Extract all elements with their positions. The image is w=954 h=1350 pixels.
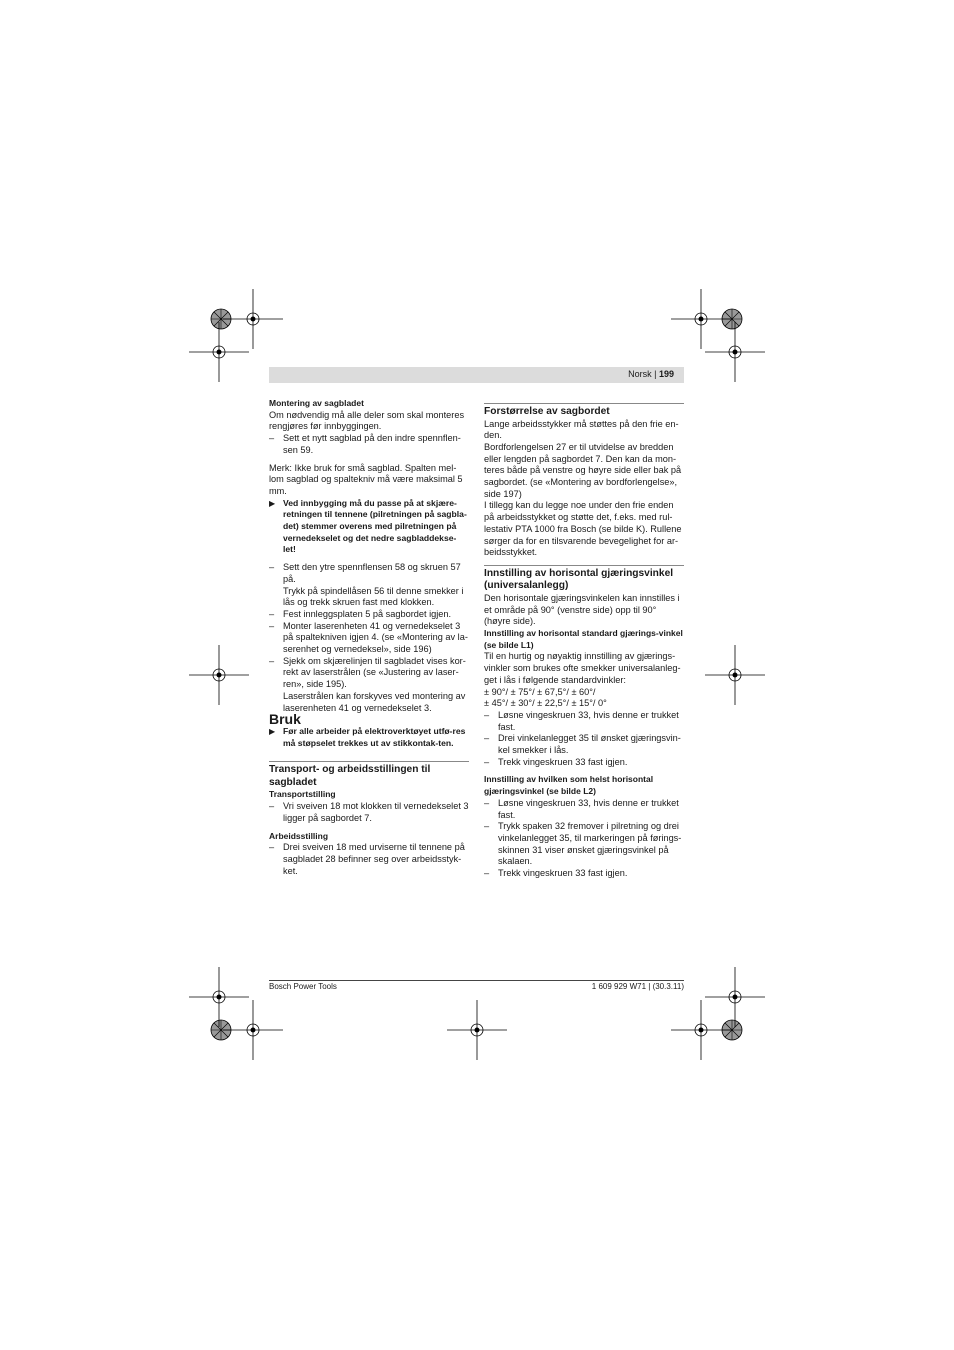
section-heading-bruk: Bruk [269, 711, 301, 728]
crosshair-icon [223, 1000, 283, 1060]
dash-marker: – [484, 756, 490, 767]
dash-marker: – [484, 733, 490, 744]
paragraph: Den horisontale gjæringsvinkelen kan innstilles i et område på 90° (venstre side) opp til 90° (høyre side). [484, 592, 680, 627]
dash-marker: – [269, 562, 275, 573]
dash-marker: – [269, 655, 275, 666]
crosshair-icon [705, 967, 765, 1027]
list-item-text: Trekk vingeskruen 33 fast igjen. [498, 756, 628, 767]
paragraph: Bordforlengelsen 27 er til utvidelse av bredden eller lengden på sagbordet 7. Den kan da mon-teres både på venstre og høyre side eller bak på sagbordet. (se «Montering av bordforlengelse», side 197) [484, 441, 682, 499]
crosshair-icon [671, 289, 731, 349]
paragraph: Til en hurtig og nøyaktig innstilling av gjærings-vinkler som brukes ofte smekker universalanleg-get i lås i følgende standardvinkler: [484, 651, 681, 685]
list-item [269, 609, 469, 621]
page-number: 199 [658, 369, 674, 379]
list-item-text: Sett den ytre spennflensen 58 og skruen 57 på. [283, 562, 461, 584]
page-header [269, 367, 684, 383]
dash-marker: – [484, 821, 490, 832]
list-item [484, 798, 684, 821]
dash-marker: – [484, 797, 490, 808]
list-item [269, 656, 469, 691]
list-item [269, 621, 469, 656]
dash-marker: – [269, 620, 275, 631]
paragraph: I tillegg kan du legge noe under den frie enden på arbeidsstykket og støtte det, f.eks. med rul-lestativ PTA 1000 fra Bosch (se bilde K). Rullene sørger da for en tilsvarende bevegelighet for ar-beidsstykket. [484, 500, 682, 558]
list-item-text: Laserstrålen kan forskyves ved montering av laserenheten 41 og vernedekselet 3. [283, 690, 466, 713]
list-item [484, 733, 684, 756]
paragraph: Lange arbeidsstykker må støttes på den frie en-den. [484, 418, 679, 441]
warning-text: Ved innbygging må du passe på at skjære-retningen til tennene (pilretningen på sagbla-det) stemmer overens med pilretningen på vernedekselet og det nedre sagbladdekse-let! [283, 497, 467, 555]
note-paragraph: Merk: Ikke bruk for små sagblad. Spalten mel-lom sagblad og spaltekniv må være maksimal 5 mm. [269, 462, 463, 496]
right-column [484, 403, 684, 880]
dash-marker: – [484, 709, 490, 720]
paragraph: Om nødvendig må alle deler som skal monteres rengjøres før innbyggingen. [269, 409, 465, 432]
left-column [269, 398, 469, 877]
section-heading-innstilling: Innstilling av horisontal gjæringsvinkel (universalanlegg) [484, 565, 684, 593]
montering-heading: Montering av sagbladet [269, 398, 364, 408]
bullet-arrow-icon: ▶ [269, 498, 276, 508]
warning-item [269, 498, 469, 557]
dash-marker: – [269, 433, 275, 444]
dash-marker: – [269, 842, 275, 853]
list-item-continuation [269, 586, 469, 609]
warning-item [269, 726, 469, 749]
list-item [484, 710, 684, 733]
list-item-text: Vri sveiven 18 mot klokken til vernedekselet 3 ligger på sagbordet 7. [283, 801, 469, 823]
section-heading-forstorrelse: Forstørrelse av sagbordet [484, 403, 684, 419]
subheading-any-angle: Innstilling av hvilken som helst horisontal gjæringsvinkel (se bilde L2) [484, 774, 654, 797]
list-item-text: Sjekk om skjærelinjen til sagbladet vises kor-rekt av laserstrålen (se «Justering av laser-ren», side 195). [283, 655, 466, 690]
list-item-text: Drei vinkelanlegget 35 til ønsket gjæringsvin-kel smekker i lås. [498, 733, 681, 756]
list-item [484, 868, 684, 880]
footer-rule [269, 980, 684, 981]
list-item-text: Fest innleggsplaten 5 på sagbordet igjen. [283, 608, 452, 619]
header-text [628, 369, 674, 379]
list-item [269, 801, 469, 824]
crosshair-icon [671, 1000, 731, 1060]
crosshair-icon [447, 1000, 507, 1060]
bullet-arrow-icon: ▶ [269, 726, 276, 736]
crosshair-icon [223, 289, 283, 349]
crosshair-icon [189, 645, 249, 705]
footer-brand: Bosch Power Tools [269, 982, 337, 991]
list-item-text: Trykk spaken 32 fremover i pilretning og drei vinkelanlegget 35, til markeringen på førings-skinnen 31 viser ønsket gjæringsvinkel på skalaen. [498, 821, 682, 867]
list-item-text: Drei sveiven 18 med urviserne til tennene på sagbladet 28 befinner seg over arbeidsstyk-ket. [283, 842, 465, 876]
list-item [269, 842, 469, 877]
footer-doc-id: 1 609 929 W71 | (30.3.11) [591, 982, 684, 991]
list-item [484, 821, 684, 868]
warning-text: Før alle arbeider på elektroverktøyet utfø-res må støpselet trekkes ut av stikkontak-ten. [283, 725, 466, 748]
section-heading-transport: Transport- og arbeidsstillingen til sagbladet [269, 761, 469, 789]
crosshair-icon [705, 322, 765, 382]
list-item [484, 757, 684, 769]
dash-marker: – [484, 868, 490, 879]
dash-marker: – [269, 608, 275, 619]
crosshair-icon [189, 967, 249, 1027]
list-item [269, 562, 469, 585]
header-language: Norsk [628, 369, 652, 379]
list-item-text: Løsne vingeskruen 33, hvis denne er trukket fast. [498, 797, 679, 820]
list-item-text: Trykk på spindellåsen 56 til denne smekker i lås og trekk skruen fast med klokken. [283, 585, 464, 608]
subheading-standard: Innstilling av horisontal standard gjærings-vinkel (se bilde L1) [484, 628, 683, 650]
crosshair-icon [189, 322, 249, 382]
list-item-text: Trekk vingeskruen 33 fast igjen. [498, 868, 628, 879]
list-item-text: Monter laserenheten 41 og vernedekselet 3 på spaltekniven igjen 4. (se «Montering av la-serenhet og vernedeksel», side 196) [283, 620, 468, 655]
list-item-text: Løsne vingeskruen 33, hvis denne er trukket fast. [498, 709, 679, 732]
header-separator: | [654, 369, 657, 379]
dash-marker: – [269, 801, 275, 812]
list-item [269, 433, 469, 456]
angle-list: ± 90°/ ± 75°/ ± 67,5°/ ± 60°/ [484, 686, 596, 697]
subheading-arbeidsstilling: Arbeidsstilling [269, 830, 329, 841]
angle-list: ± 45°/ ± 30°/ ± 22,5°/ ± 15°/ 0° [484, 698, 607, 709]
crosshair-icon [705, 645, 765, 705]
list-item-text: Sett et nytt sagblad på den indre spennflen-sen 59. [283, 433, 461, 455]
subheading-transportstilling: Transportstilling [269, 789, 336, 800]
